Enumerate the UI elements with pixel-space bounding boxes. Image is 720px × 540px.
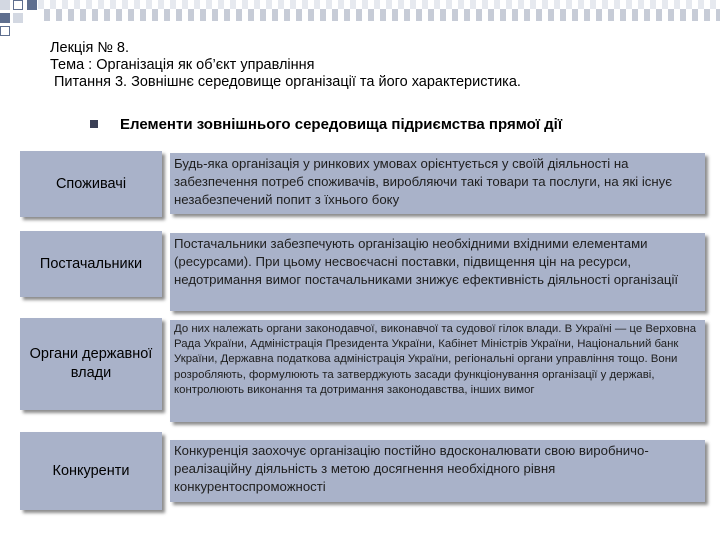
decorative-top-band-upper — [38, 0, 720, 9]
slide-header — [50, 40, 521, 91]
row-label: Постачальники — [39, 255, 143, 272]
row-description-box — [170, 320, 705, 422]
row-description: Постачальники забезпечують організацію необхідними вхідними елементами (ресурсами). При цьому несвоєчасні поставки, підвищення цін на ресурси, недотримання вимог постачальниками знижує ефективність діяльності організації — [174, 236, 679, 287]
row-description-box — [170, 440, 705, 502]
lecture-question: Питання 3. Зовнішнє середовище організації та його характеристика. — [54, 74, 521, 90]
slide-subtitle — [90, 116, 562, 133]
row-description: Будь-яка організація у ринкових умовах орієнтується у своїй діяльності на забезпечення потреб споживачів, виробляючи такі товари та послуги, на які існує незабезпечений попит з їхнього боку — [174, 156, 672, 207]
decorative-top-band — [38, 9, 720, 21]
row-label-box — [20, 231, 162, 297]
lecture-number: Лекція № 8. — [50, 40, 130, 56]
row-label-box — [20, 432, 162, 510]
row-label: Органи державної влади — [29, 346, 153, 381]
row-description: До них належать органи законодавчої, виконавчої та судової гілок влади. В Україні — це Верховна Рада України, Адміністрація Президента України, Кабінет Міністрів України, Національний банк України, Державна податкова адміністрація України, регіональні органи управління тощо. Вони розробляють, формулюють та затверджують засади функціонування організації у державі, контролюють виконання та дотримання законодавства, інших вимог — [174, 323, 697, 396]
row-label: Конкуренти — [52, 462, 130, 479]
row-label-box — [20, 151, 162, 217]
row-description-box — [170, 153, 705, 214]
lecture-topic: Тема : Організація як об’єкт управління — [50, 57, 315, 73]
row-label: Споживачі — [55, 175, 127, 192]
row-label-box — [20, 318, 162, 410]
subtitle-text: Елементи зовнішнього середовища підриємства прямої дії — [120, 116, 563, 133]
row-description-box — [170, 233, 705, 311]
row-description: Конкуренція заохочує організацію постійно вдосконалювати свою виробничо-реалізаційну діяльність з метою досягнення необхідного рівня конкурентоспроможності — [174, 443, 649, 494]
